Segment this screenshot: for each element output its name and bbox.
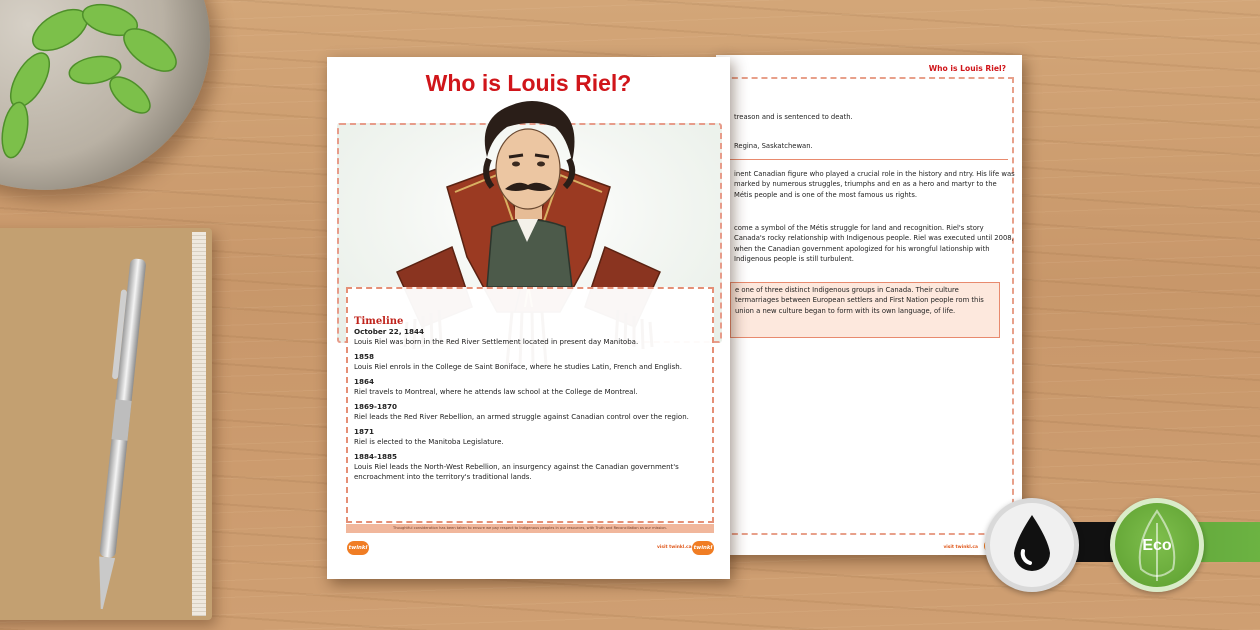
timeline-date: 1864 [354,377,375,386]
timeline-item [354,327,708,347]
worksheet-page-2 [716,55,1022,555]
page-url: visit twinkl.ca [657,545,692,550]
twinkl-logo: twinkl [347,541,369,555]
divider [730,159,1008,160]
timeline-text: Riel is elected to the Manitoba Legislature. [354,438,504,446]
timeline-text: Louis Riel leads the North-West Rebellion, an insurgency against the Canadian government's encroachment into the territory's traditional lands. [354,463,679,481]
timeline-item [354,452,708,482]
culture-callout [730,282,1000,338]
page-title: Who is Louis Riel? [425,70,632,96]
timeline-item [354,352,708,372]
timeline-text: Louis Riel enrols in the College de Saint Boniface, where he studies Latin, French and English. [354,363,682,371]
eco-badge[interactable] [1110,498,1204,592]
timeline-date: 1871 [354,427,375,436]
timeline-heading: Timeline [354,316,404,327]
page-2-line-2: Regina, Saskatchewan. [734,142,813,150]
ink-saver-badge[interactable] [985,498,1079,592]
timeline-text: Louis Riel was born in the Red River Settlement located in present day Manitoba. [354,338,639,346]
timeline-text: Riel travels to Montreal, where he attends law school at the College de Montreal. [354,388,638,396]
culture-text: e one of three distinct Indigenous groups in Canada. Their culture termarriages between European settlers and First Nation people rom this union a new culture began to form with its own language, of life. [735,286,984,315]
pen-icon [80,250,160,620]
timeline-date: 1884-1885 [354,452,397,461]
timeline-text: Riel leads the Red River Rebellion, an armed struggle against Canadian control over the region. [354,413,689,421]
twinkl-logo: twinkl [692,541,714,555]
eco-label: Eco [1142,537,1172,554]
plant-leaves-icon [0,0,200,170]
page-2-url: visit twinkl.ca [943,545,978,550]
timeline-date: October 22, 1844 [354,327,425,336]
timeline-item [354,377,708,397]
page-2-paragraph-2: come a symbol of the Métis struggle for land and recognition. Riel's story Canada's rocky relationship with Indigenous people. Riel was executed until 2008, when the Canadian government apologized for his wrongful lationship with Indigenous people is still turbulent. [734,224,1014,263]
page-2-line-1: treason and is sentenced to death. [734,113,853,121]
respect-note: Thoughtful consideration has been taken to ensure we pay respect to Indigenous peoples in our resources, with Truth and Reconciliation as our mission. [346,524,714,533]
timeline-list [354,327,708,487]
timeline-date: 1869-1870 [354,402,397,411]
timeline-date: 1858 [354,352,375,361]
page-2-paragraph-1: inent Canadian figure who played a crucial role in the history and ntry. His life was marked by numerous struggles, triumphs and en as a hero and martyr to the Métis people and is one of the most famous us rights. [734,170,1015,199]
worksheet-page-1 [327,57,730,579]
ink-drop-icon [990,503,1074,587]
timeline-item [354,402,708,422]
page-2-title: Who is Louis Riel? [928,64,1006,73]
timeline-item [354,427,708,447]
